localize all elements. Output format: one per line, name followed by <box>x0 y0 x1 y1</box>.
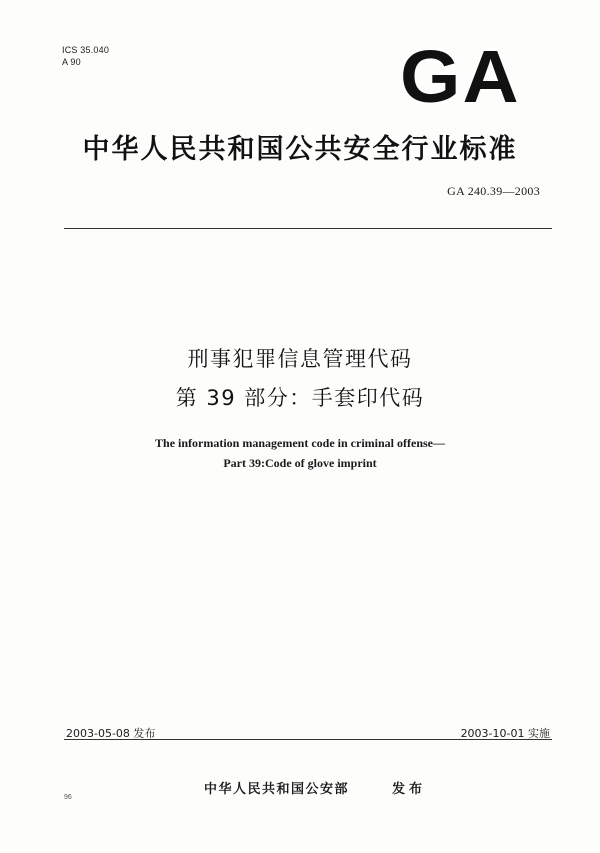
chinese-title-line-1: 刑事犯罪信息管理代码 <box>187 347 413 371</box>
chinese-title-line-2: 第 39 部分：手套印代码 <box>175 386 425 410</box>
top-divider <box>64 228 552 229</box>
standard-number: GA 240.39—2003 <box>447 184 540 198</box>
ics-code: ICS 35.040 <box>62 45 110 55</box>
standard-issuer-title: 中华人民共和国公共安全行业标准 <box>82 134 518 165</box>
page-number: 96 <box>64 794 72 801</box>
english-title-line-2: Part 39:Code of glove imprint <box>223 456 377 470</box>
classification-codes <box>62 44 109 68</box>
english-title-line-1: The information management code in criminal offense— <box>155 436 445 450</box>
issue-action: 发布 <box>392 782 427 797</box>
ga-logo: GA <box>400 35 521 118</box>
bottom-divider <box>64 739 552 740</box>
issuing-authority: 中华人民共和国公安部 <box>204 782 350 797</box>
ccs-code: A 90 <box>62 57 81 67</box>
publish-date: 2003-05-08 发布 <box>66 727 156 740</box>
effective-date: 2003-10-01 实施 <box>460 727 550 740</box>
